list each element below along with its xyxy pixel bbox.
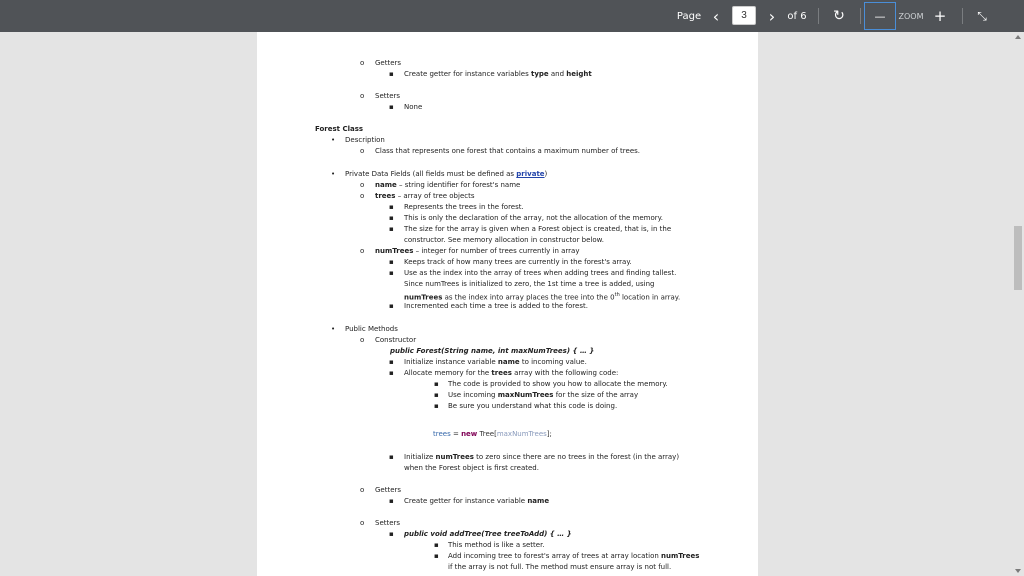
toolbar-divider: [860, 8, 861, 24]
field-name: name – string identifier for forest's name: [375, 181, 521, 189]
total-pages-label: of 6: [787, 10, 807, 22]
numtrees-note: Use as the index into the array of trees when adding trees and finding tallest.: [404, 269, 677, 277]
constructor-item: Allocate memory for the trees array with the following code:: [404, 369, 619, 377]
bullet-square: ▪: [434, 380, 439, 388]
trees-note: The size for the array is given when a Forest object is created, that is, in the: [404, 225, 672, 233]
field-trees: trees – array of tree objects: [375, 192, 475, 200]
bullet-square: ▪: [389, 225, 394, 233]
next-page-icon[interactable]: ›: [768, 6, 776, 26]
scroll-down-icon[interactable]: [1015, 569, 1021, 573]
collapse-icon[interactable]: ⤡: [977, 8, 987, 23]
vertical-scrollbar[interactable]: [1012, 32, 1024, 576]
addtree-subitem: if the array is not full. The method must ensure array is not full.: [448, 563, 672, 571]
bullet-square: ▪: [389, 258, 394, 266]
addtree-subitem: This method is like a setter.: [448, 541, 545, 549]
public-methods-heading: Public Methods: [345, 325, 398, 333]
constructor-item: Initialize instance variable name to incoming value.: [404, 358, 587, 366]
getters-heading: Getters: [375, 59, 402, 67]
bullet-circle: o: [360, 181, 365, 189]
bullet-circle: o: [360, 247, 365, 255]
constructor-signature: public Forest(String name, int maxNumTrees) { … }: [390, 347, 595, 355]
setters-heading: Setters: [375, 92, 401, 100]
addtree-subitem: Add incoming tree to forest's array of trees at array location numTrees: [448, 552, 700, 560]
constructor-item: Initialize numTrees to zero since there are no trees in the forest (in the array): [404, 453, 680, 461]
zoom-label: ZOOM: [898, 11, 924, 21]
bullet-square: ▪: [389, 530, 394, 538]
description-heading: Description: [345, 136, 385, 144]
bullet-circle: o: [360, 59, 365, 67]
previous-page-icon[interactable]: ‹: [712, 6, 720, 26]
scrollbar-thumb[interactable]: [1014, 226, 1022, 290]
numtrees-note: Keeps track of how many trees are currently in the forest's array.: [404, 258, 632, 266]
bullet-square: ▪: [389, 369, 394, 377]
forest-class-heading: Forest Class: [315, 125, 364, 133]
bullet-square: ▪: [434, 552, 439, 560]
bullet-square: ▪: [434, 541, 439, 549]
bullet-circle: o: [360, 147, 365, 155]
page-label: Page: [676, 10, 702, 22]
constructor-subitem: Be sure you understand what this code is doing.: [448, 402, 618, 410]
trees-note: Represents the trees in the forest.: [404, 203, 524, 211]
zoom-out-icon[interactable]: —: [874, 9, 886, 23]
bullet-dot: •: [331, 170, 336, 178]
zoom-in-icon[interactable]: +: [933, 7, 947, 25]
field-numtrees: numTrees – integer for number of trees currently in array: [375, 247, 580, 255]
bullet-square: ▪: [434, 391, 439, 399]
bullet-square: ▪: [389, 358, 394, 366]
document-viewer[interactable]: [0, 32, 1024, 576]
bullet-square: ▪: [389, 453, 394, 461]
bullet-circle: o: [360, 336, 365, 344]
getters-item: Create getter for instance variables type and height: [404, 70, 592, 78]
trees-note: This is only the declaration of the array, not the allocation of the memory.: [404, 214, 664, 222]
description-text: Class that represents one forest that contains a maximum number of trees.: [375, 147, 641, 155]
document-page: [257, 32, 758, 576]
constructor-heading: Constructor: [375, 336, 417, 344]
private-fields-heading: Private Data Fields (all fields must be defined as private): [345, 170, 548, 178]
bullet-dot: •: [331, 136, 336, 144]
toolbar-divider: [962, 8, 963, 24]
bullet-square: ▪: [389, 269, 394, 277]
pdf-toolbar: [0, 0, 1024, 32]
constructor-subitem: Use incoming maxNumTrees for the size of the array: [448, 391, 639, 399]
bullet-square: ▪: [389, 302, 394, 310]
bullet-square: ▪: [389, 203, 394, 211]
bullet-square: ▪: [389, 103, 394, 111]
bullet-circle: o: [360, 92, 365, 100]
bullet-circle: o: [360, 192, 365, 200]
toolbar-divider: [818, 8, 819, 24]
trees-note: constructor. See memory allocation in constructor below.: [404, 236, 604, 244]
bullet-square: ▪: [389, 497, 394, 505]
bullet-dot: •: [331, 325, 336, 333]
getters-item: Create getter for instance variable name: [404, 497, 550, 505]
scroll-up-icon[interactable]: [1015, 35, 1021, 39]
getters-heading: Getters: [375, 486, 402, 494]
setters-item: None: [404, 103, 423, 111]
code-snippet: trees = new Tree[maxNumTrees];: [433, 430, 552, 438]
bullet-square: ▪: [389, 214, 394, 222]
numtrees-note: Since numTrees is initialized to zero, the 1st time a tree is added, using: [404, 280, 655, 288]
rotate-icon[interactable]: ↻: [833, 8, 845, 24]
bullet-circle: o: [360, 486, 365, 494]
constructor-item: when the Forest object is first created.: [404, 464, 539, 472]
numtrees-note: Incremented each time a tree is added to the forest.: [404, 302, 588, 310]
numtrees-note: numTrees as the index into array places the tree into the 0th location in array.: [404, 292, 681, 302]
private-link[interactable]: private: [516, 170, 545, 178]
bullet-square: ▪: [434, 402, 439, 410]
page-number-input[interactable]: 3: [732, 6, 756, 25]
bullet-square: ▪: [389, 70, 394, 78]
bullet-circle: o: [360, 519, 365, 527]
addtree-signature: public void addTree(Tree treeToAdd) { … }: [404, 530, 572, 538]
setters-heading: Setters: [375, 519, 401, 527]
constructor-subitem: The code is provided to show you how to allocate the memory.: [448, 380, 668, 388]
